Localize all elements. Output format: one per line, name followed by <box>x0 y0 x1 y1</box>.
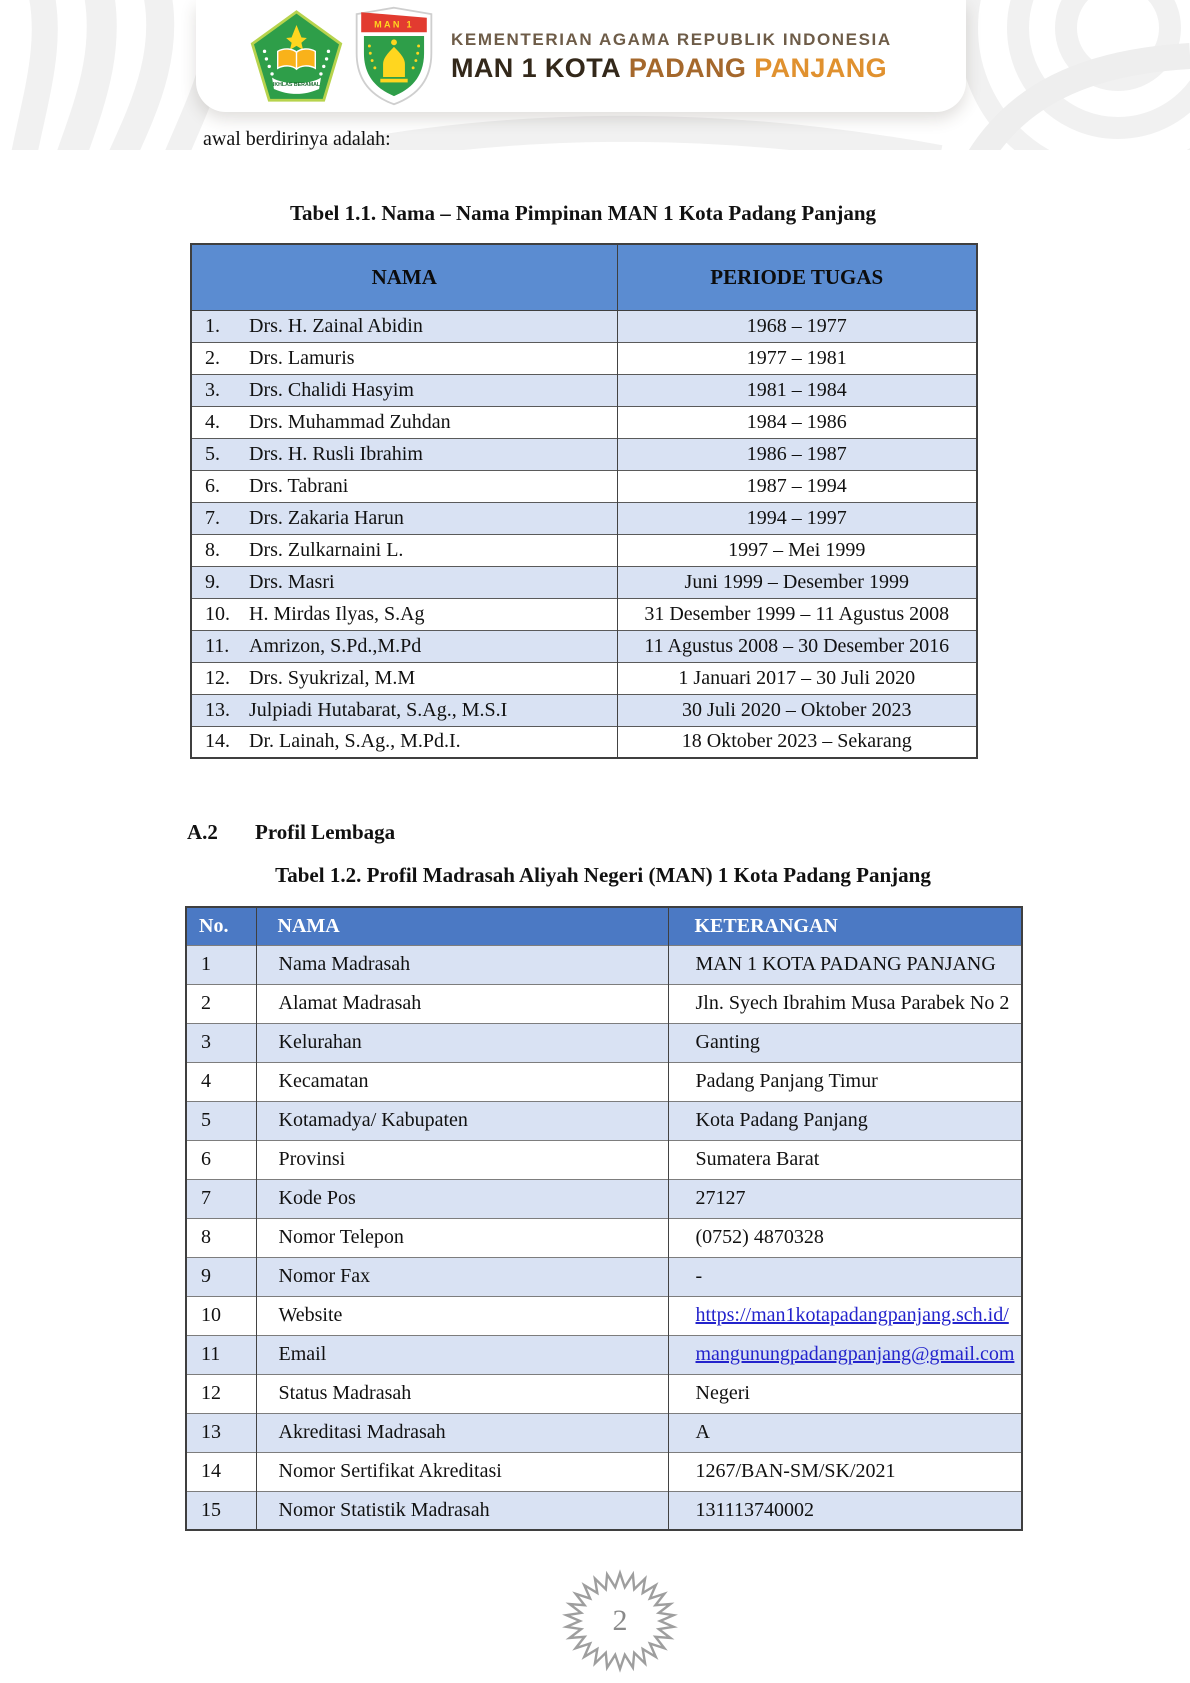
pimpinan-periode-cell: 1986 – 1987 <box>617 438 977 470</box>
column-header-periode: PERIODE TUGAS <box>617 244 977 310</box>
profil-no-cell: 11 <box>186 1335 256 1374</box>
profil-keterangan-cell <box>668 1296 1022 1335</box>
pimpinan-nama: Drs. Syukrizal, M.M <box>249 666 416 689</box>
profil-row <box>186 945 1022 984</box>
profil-no-cell: 15 <box>186 1491 256 1530</box>
profil-keterangan-cell: 1267/BAN-SM/SK/2021 <box>668 1452 1022 1491</box>
pimpinan-nama: Drs. Zulkarnaini L. <box>249 538 404 561</box>
profil-no-cell: 14 <box>186 1452 256 1491</box>
pimpinan-nama-cell <box>191 598 617 630</box>
intro-text: awal berdirinya adalah: <box>203 128 391 150</box>
profil-no-cell: 5 <box>186 1101 256 1140</box>
pimpinan-periode-cell: 1997 – Mei 1999 <box>617 534 977 566</box>
profil-no-cell: 4 <box>186 1062 256 1101</box>
pimpinan-row <box>191 470 977 502</box>
pimpinan-periode-cell: 1994 – 1997 <box>617 502 977 534</box>
pimpinan-nama-cell <box>191 438 617 470</box>
section-title: Profil Lembaga <box>255 820 396 844</box>
profil-keterangan-cell: MAN 1 KOTA PADANG PANJANG <box>668 945 1022 984</box>
pimpinan-periode-cell: 11 Agustus 2008 – 30 Desember 2016 <box>617 630 977 662</box>
school-name-mid: PADANG <box>628 53 747 83</box>
profil-keterangan-cell: Ganting <box>668 1023 1022 1062</box>
profil-row <box>186 1023 1022 1062</box>
row-number: 12. <box>205 666 230 689</box>
pimpinan-nama-cell <box>191 342 617 374</box>
pimpinan-nama: Drs. Chalidi Hasyim <box>249 378 414 401</box>
pimpinan-nama: Drs. H. Rusli Ibrahim <box>249 442 423 465</box>
pimpinan-row <box>191 406 977 438</box>
column-header-no: No. <box>186 907 256 945</box>
profil-keterangan-cell: Padang Panjang Timur <box>668 1062 1022 1101</box>
pimpinan-nama: Drs. Zakaria Harun <box>249 506 404 529</box>
profil-row <box>186 984 1022 1023</box>
man1-logo-icon <box>353 5 435 107</box>
ministry-name: KEMENTERIAN AGAMA REPUBLIK INDONESIA <box>451 30 892 49</box>
profil-no-cell: 1 <box>186 945 256 984</box>
keterangan-link[interactable]: mangunungpadangpanjang@gmail.com <box>695 1343 1015 1365</box>
row-number: 4. <box>205 410 220 433</box>
pimpinan-nama: Drs. Masri <box>249 570 335 593</box>
profil-no-cell: 8 <box>186 1218 256 1257</box>
pimpinan-nama: Amrizon, S.Pd.,M.Pd <box>249 634 422 657</box>
man1-banner-text: MAN 1 <box>374 19 414 30</box>
pimpinan-row <box>191 374 977 406</box>
pimpinan-periode-cell: Juni 1999 – Desember 1999 <box>617 566 977 598</box>
profil-row <box>186 1413 1022 1452</box>
row-number: 1. <box>205 314 220 337</box>
row-number: 10. <box>205 602 230 625</box>
pimpinan-nama: Drs. Lamuris <box>249 346 355 369</box>
section-number: A.2 <box>187 820 218 844</box>
profil-no-cell: 2 <box>186 984 256 1023</box>
header-banner <box>196 0 966 112</box>
pimpinan-nama-cell <box>191 566 617 598</box>
pimpinan-nama-cell <box>191 374 617 406</box>
pimpinan-header-row <box>191 244 977 310</box>
profil-row <box>186 1491 1022 1530</box>
profil-keterangan-cell: Jln. Syech Ibrahim Musa Parabek No 2 <box>668 984 1022 1023</box>
pimpinan-periode-cell: 30 Juli 2020 – Oktober 2023 <box>617 694 977 726</box>
pimpinan-row <box>191 694 977 726</box>
pimpinan-nama: Drs. Tabrani <box>249 474 349 497</box>
profil-row <box>186 1257 1022 1296</box>
pimpinan-nama: Drs. H. Zainal Abidin <box>249 314 423 337</box>
profil-no-cell: 13 <box>186 1413 256 1452</box>
profil-header-row <box>186 907 1022 945</box>
row-number: 8. <box>205 538 220 561</box>
school-name <box>451 53 892 84</box>
pimpinan-periode-cell: 1987 – 1994 <box>617 470 977 502</box>
pimpinan-row <box>191 662 977 694</box>
page-number: 2 <box>612 1604 628 1637</box>
pimpinan-nama: H. Mirdas Ilyas, S.Ag <box>249 602 425 625</box>
profil-keterangan-cell <box>668 1335 1022 1374</box>
pimpinan-periode-cell: 1968 – 1977 <box>617 310 977 342</box>
row-number: 13. <box>205 698 230 721</box>
pimpinan-periode-cell: 1977 – 1981 <box>617 342 977 374</box>
column-header-nama2: NAMA <box>256 907 668 945</box>
profil-row <box>186 1140 1022 1179</box>
profil-no-cell: 12 <box>186 1374 256 1413</box>
profil-nama-cell: Alamat Madrasah <box>256 984 668 1023</box>
profil-nama-cell: Nomor Statistik Madrasah <box>256 1491 668 1530</box>
pimpinan-nama-cell <box>191 534 617 566</box>
row-number: 5. <box>205 442 220 465</box>
profil-nama-cell: Kelurahan <box>256 1023 668 1062</box>
profil-row <box>186 1101 1022 1140</box>
profil-keterangan-cell: Negeri <box>668 1374 1022 1413</box>
profil-keterangan-cell: 131113740002 <box>668 1491 1022 1530</box>
profil-row <box>186 1218 1022 1257</box>
table2-title: Tabel 1.2. Profil Madrasah Aliyah Negeri (MAN) 1 Kota Padang Panjang <box>275 863 931 887</box>
row-number: 14. <box>205 730 230 753</box>
row-number: 2. <box>205 346 220 369</box>
pimpinan-row <box>191 630 977 662</box>
profil-keterangan-cell: 27127 <box>668 1179 1022 1218</box>
profil-row <box>186 1062 1022 1101</box>
pimpinan-row <box>191 438 977 470</box>
pimpinan-nama-cell <box>191 310 617 342</box>
pimpinan-periode-cell: 1981 – 1984 <box>617 374 977 406</box>
pimpinan-nama-cell <box>191 470 617 502</box>
profil-nama-cell: Status Madrasah <box>256 1374 668 1413</box>
profil-table <box>185 906 1023 1531</box>
row-number: 3. <box>205 378 220 401</box>
profil-keterangan-cell: A <box>668 1413 1022 1452</box>
pimpinan-nama-cell <box>191 662 617 694</box>
column-header-keterangan: KETERANGAN <box>668 907 1022 945</box>
profil-nama-cell: Akreditasi Madrasah <box>256 1413 668 1452</box>
pimpinan-table <box>190 243 978 759</box>
school-name-accent: PANJANG <box>754 53 888 83</box>
pimpinan-nama-cell <box>191 630 617 662</box>
profil-keterangan-cell: Sumatera Barat <box>668 1140 1022 1179</box>
profil-no-cell: 7 <box>186 1179 256 1218</box>
profil-keterangan-cell: Kota Padang Panjang <box>668 1101 1022 1140</box>
profil-keterangan-cell: (0752) 4870328 <box>668 1218 1022 1257</box>
profil-nama-cell: Kode Pos <box>256 1179 668 1218</box>
pimpinan-row <box>191 310 977 342</box>
profil-row <box>186 1374 1022 1413</box>
page-number-stamp <box>560 1561 680 1681</box>
profil-no-cell: 9 <box>186 1257 256 1296</box>
pimpinan-periode-cell: 1 Januari 2017 – 30 Juli 2020 <box>617 662 977 694</box>
pimpinan-nama-cell <box>191 726 617 758</box>
school-name-dark: MAN 1 KOTA <box>451 53 621 83</box>
pimpinan-periode-cell: 31 Desember 1999 – 11 Agustus 2008 <box>617 598 977 630</box>
pimpinan-nama: Dr. Lainah, S.Ag., M.Pd.I. <box>249 730 461 753</box>
profil-nama-cell: Nomor Sertifikat Akreditasi <box>256 1452 668 1491</box>
pimpinan-row <box>191 502 977 534</box>
profil-nama-cell: Provinsi <box>256 1140 668 1179</box>
profil-row <box>186 1296 1022 1335</box>
profil-nama-cell: Nomor Telepon <box>256 1218 668 1257</box>
kemenag-logo-icon <box>248 10 345 104</box>
kemenag-ribbon-text: IKHLAS BERAMAL <box>272 82 321 89</box>
row-number: 11. <box>205 634 230 657</box>
pimpinan-nama-cell <box>191 694 617 726</box>
column-header-nama: NAMA <box>191 244 617 310</box>
header-text-block <box>451 28 892 84</box>
profil-no-cell: 6 <box>186 1140 256 1179</box>
pimpinan-row <box>191 566 977 598</box>
section-heading <box>187 820 395 845</box>
pimpinan-nama-cell <box>191 406 617 438</box>
pimpinan-nama-cell <box>191 502 617 534</box>
row-number: 9. <box>205 570 220 593</box>
row-number: 7. <box>205 506 220 529</box>
profil-nama-cell: Email <box>256 1335 668 1374</box>
profil-no-cell: 10 <box>186 1296 256 1335</box>
keterangan-link[interactable]: https://man1kotapadangpanjang.sch.id/ <box>695 1304 1009 1326</box>
profil-row <box>186 1179 1022 1218</box>
pimpinan-nama: Julpiadi Hutabarat, S.Ag., M.S.I <box>249 698 508 721</box>
profil-nama-cell: Nama Madrasah <box>256 945 668 984</box>
pimpinan-row <box>191 598 977 630</box>
profil-nama-cell: Nomor Fax <box>256 1257 668 1296</box>
profil-nama-cell: Kotamadya/ Kabupaten <box>256 1101 668 1140</box>
table1-title: Tabel 1.1. Nama – Nama Pimpinan MAN 1 Kota Padang Panjang <box>289 201 877 225</box>
pimpinan-nama: Drs. Muhammad Zuhdan <box>249 410 451 433</box>
profil-row <box>186 1452 1022 1491</box>
profil-row <box>186 1335 1022 1374</box>
pimpinan-row <box>191 342 977 374</box>
pimpinan-row <box>191 534 977 566</box>
pimpinan-periode-cell: 18 Oktober 2023 – Sekarang <box>617 726 977 758</box>
row-number: 6. <box>205 474 220 497</box>
profil-nama-cell: Kecamatan <box>256 1062 668 1101</box>
profil-no-cell: 3 <box>186 1023 256 1062</box>
pimpinan-row <box>191 726 977 758</box>
profil-keterangan-cell: - <box>668 1257 1022 1296</box>
pimpinan-periode-cell: 1984 – 1986 <box>617 406 977 438</box>
profil-nama-cell: Website <box>256 1296 668 1335</box>
